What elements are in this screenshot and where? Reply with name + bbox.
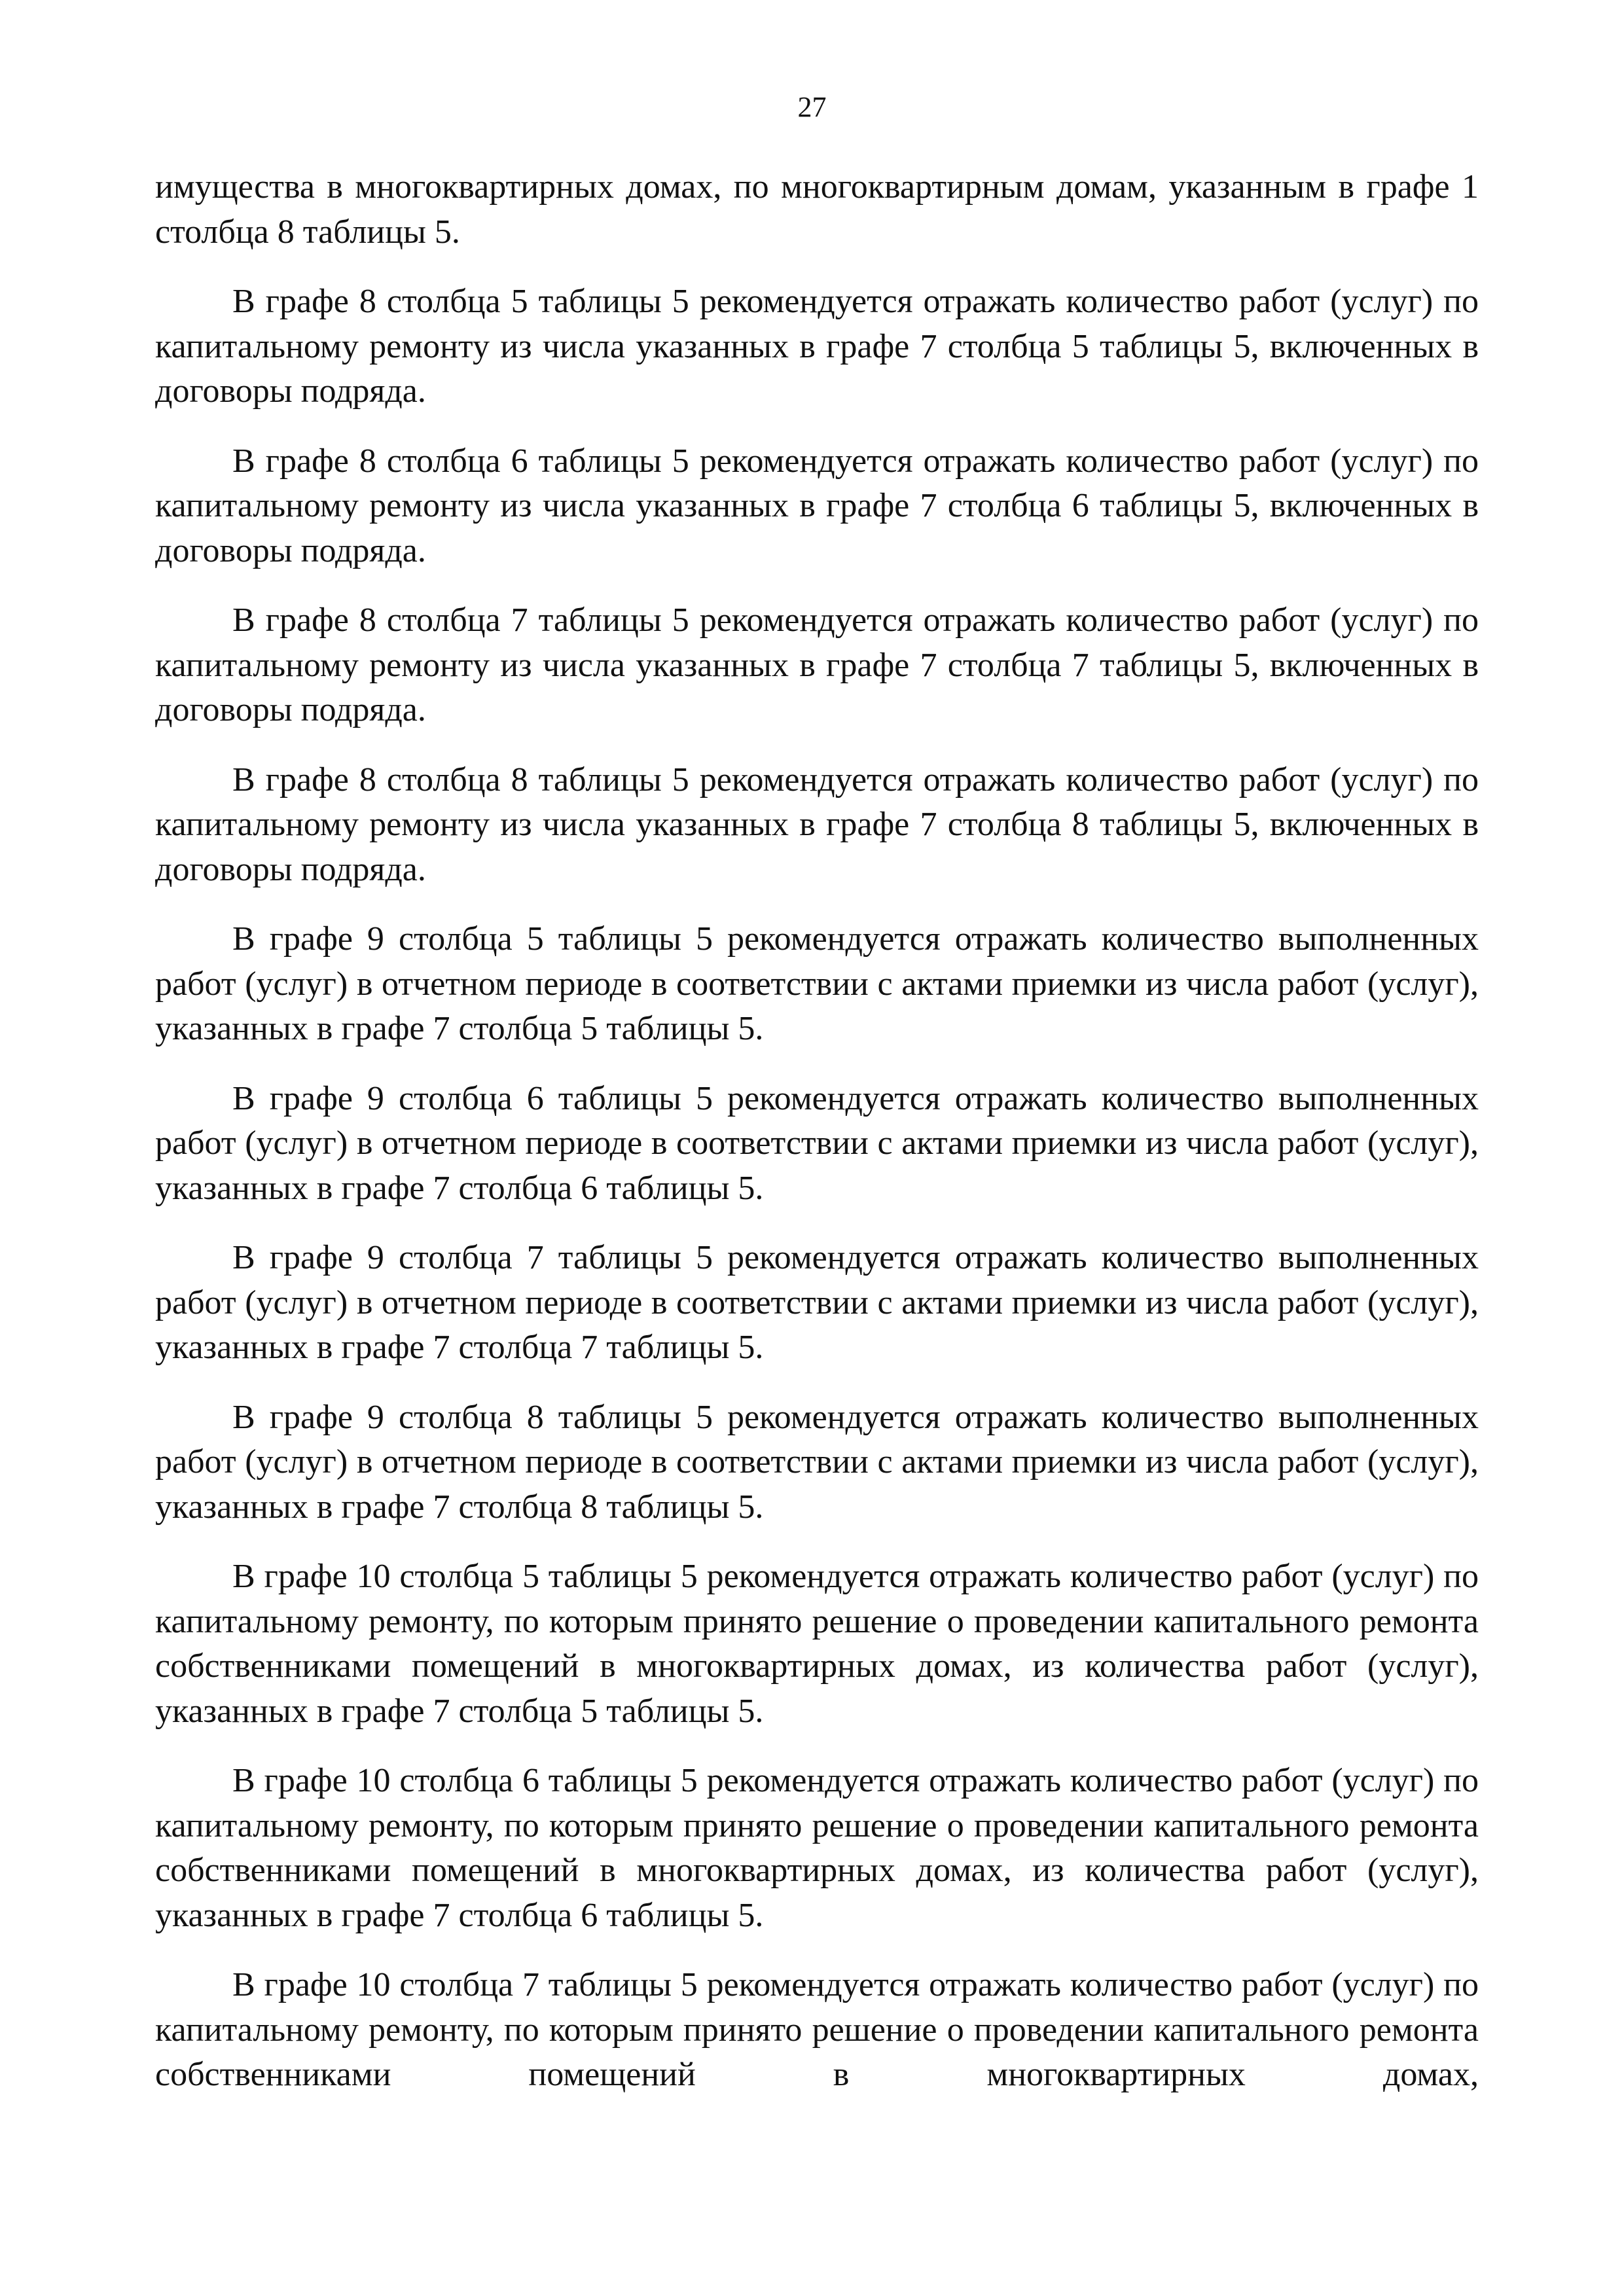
document-body <box>155 165 1479 2098</box>
page-number: 27 <box>797 91 827 123</box>
paragraph: В графе 8 столбца 8 таблицы 5 рекомендуется отражать количество работ (услуг) по капитальному ремонту из числа указанных в графе 7 столбца 8 таблицы 5, включенных в договоры подряда. <box>155 761 1479 888</box>
paragraph: В графе 8 столбца 6 таблицы 5 рекомендуется отражать количество работ (услуг) по капитальному ремонту из числа указанных в графе 7 столбца 6 таблицы 5, включенных в договоры подряда. <box>155 442 1479 569</box>
paragraph: В графе 10 столбца 5 таблицы 5 рекомендуется отражать количество работ (услуг) по капитальному ремонту, по которым принято решение о проведении капитального ремонта собственниками помещений в многоквартирных домах, из количества работ (услуг), указанных в графе 7 столбца 5 таблицы 5. <box>155 1558 1479 1730</box>
paragraph: В графе 8 столбца 7 таблицы 5 рекомендуется отражать количество работ (услуг) по капитальному ремонту из числа указанных в графе 7 столбца 7 таблицы 5, включенных в договоры подряда. <box>155 601 1479 728</box>
paragraph: В графе 9 столбца 5 таблицы 5 рекомендуется отражать количество выполненных работ (услуг) в отчетном периоде в соответствии с актами приемки из числа работ (услуг), указанных в графе 7 столбца 5 таблицы 5. <box>155 920 1479 1047</box>
paragraph: В графе 10 столбца 6 таблицы 5 рекомендуется отражать количество работ (услуг) по капитальному ремонту, по которым принято решение о проведении капитального ремонта собственниками помещений в многоквартирных домах, из количества работ (услуг), указанных в графе 7 столбца 6 таблицы 5. <box>155 1762 1479 1934</box>
paragraph: В графе 9 столбца 6 таблицы 5 рекомендуется отражать количество выполненных работ (услуг) в отчетном периоде в соответствии с актами приемки из числа работ (услуг), указанных в графе 7 столбца 6 таблицы 5. <box>155 1079 1479 1207</box>
paragraph-truncated: В графе 10 столбца 7 таблицы 5 рекомендуется отражать количество работ (услуг) по капитальному ремонту, по которым принято решение о проведении капитального ремонта собственниками помещений в многоквартирных домах, <box>155 1966 1479 2093</box>
paragraph: В графе 8 столбца 5 таблицы 5 рекомендуется отражать количество работ (услуг) по капитальному ремонту из числа указанных в графе 7 столбца 5 таблицы 5, включенных в договоры подряда. <box>155 283 1479 410</box>
paragraph: В графе 9 столбца 8 таблицы 5 рекомендуется отражать количество выполненных работ (услуг) в отчетном периоде в соответствии с актами приемки из числа работ (услуг), указанных в графе 7 столбца 8 таблицы 5. <box>155 1398 1479 1526</box>
paragraph: В графе 9 столбца 7 таблицы 5 рекомендуется отражать количество выполненных работ (услуг) в отчетном периоде в соответствии с актами приемки из числа работ (услуг), указанных в графе 7 столбца 7 таблицы 5. <box>155 1239 1479 1366</box>
paragraph-continuation: имущества в многоквартирных домах, по многоквартирным домам, указанным в графе 1 столбца 8 таблицы 5. <box>155 168 1479 251</box>
